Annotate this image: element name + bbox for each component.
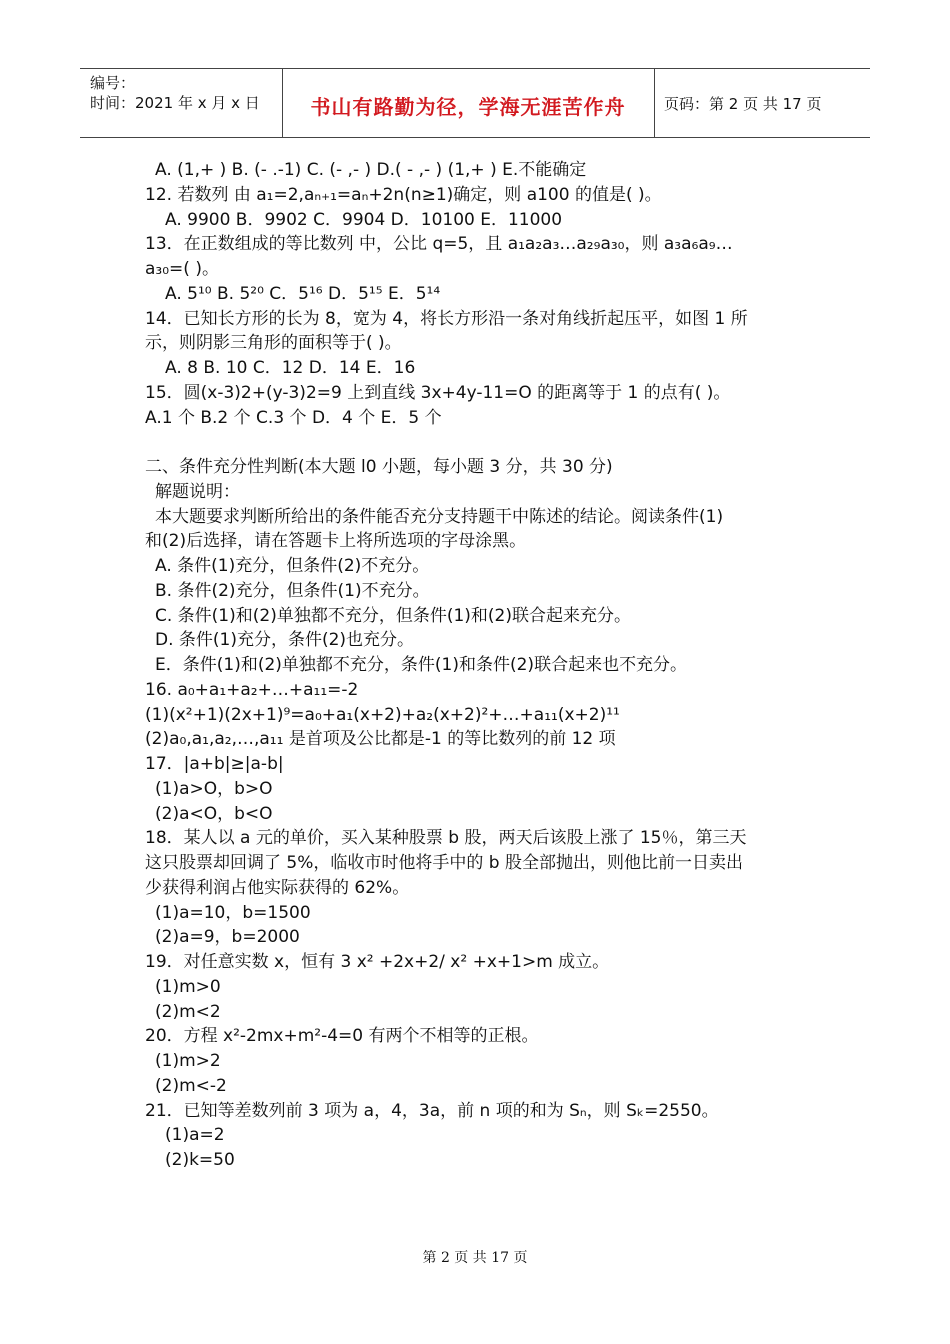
q20-condition-1: (1)m>2 [155, 1051, 221, 1071]
q19-condition-2: (2)m<2 [155, 1001, 221, 1022]
q14-stem-cont: 示，则阴影三角形的面积等于( )。 [145, 333, 402, 354]
choice-a: A. 条件(1)充分，但条件(2)不充分。 [155, 556, 430, 576]
q18-stem-cont: 这只股票却回调了 5%，临收市时他将手中的 b 股全部抛出，则他比前一日卖出 [145, 853, 743, 873]
time-label: 时间：2021 年 x 月 x 日 [90, 94, 260, 112]
instructions-label: 解题说明： [155, 481, 240, 502]
q11-options: A. (1,+ ) B. (- .-1) C. (- ,- ) D.( - ,- ) (1,+ ) E.不能确定 [155, 160, 587, 180]
q13-stem: 13．在正数组成的等比数列 中，公比 q=5，且 a₁a₂a₃…a₂₉a₃₀，则 a₃a₆a₉… [145, 234, 733, 255]
q21-condition-2: (2)k=50 [165, 1150, 235, 1170]
header-meta [90, 73, 260, 113]
section-heading: 二、条件充分性判断(本大题 l0 小题，每小题 3 分，共 30 分) [145, 457, 613, 477]
q19-condition-1: (1)m>0 [155, 976, 221, 997]
q15-stem: 15．圆(x-3)2+(y-3)2=9 上到直线 3x+4y-11=O 的距离等于 1 的点有( )。 [145, 382, 731, 403]
q18-stem: 18．某人以 a 元的单价，买入某种股票 b 股，两天后该股上涨了 15％，第三天 [145, 828, 747, 849]
page-header [80, 68, 870, 138]
q16-condition-1: (1)(x²+1)(2x+1)⁹=a₀+a₁(x+2)+a₂(x+2)²+…+a₁₁(x+2)¹¹ [145, 704, 620, 725]
q20-condition-2: (2)m<-2 [155, 1075, 227, 1096]
spacer [145, 430, 825, 455]
q14-stem: 14．已知长方形的长为 8，宽为 4，将长方形沿一条对角线折起压平，如图 1 所 [145, 308, 748, 329]
q17-condition-2: (2)a<O，b<O [155, 803, 273, 824]
q13-options: A. 5¹⁰ B. 5²⁰ C．5¹⁶ D．5¹⁵ E．5¹⁴ [165, 283, 441, 304]
q21-condition-1: (1)a=2 [165, 1125, 225, 1146]
q13-stem-cont: a₃₀=( )。 [145, 259, 219, 279]
number-label: 编号： [90, 74, 136, 92]
q19-stem: 19．对任意实数 x，恒有 3 x² +2x+2/ x² +x+1>m 成立。 [145, 952, 610, 972]
choice-c: C. 条件(1)和(2)单独都不充分，但条件(1)和(2)联合起来充分。 [155, 605, 631, 626]
q16-condition-2: (2)a₀,a₁,a₂,…,a₁₁ 是首项及公比都是-1 的等比数列的前 12 项 [145, 729, 616, 750]
q21-stem: 21．已知等差数列前 3 项为 a，4，3a，前 n 项的和为 Sₙ，则 Sₖ=2550。 [145, 1100, 719, 1121]
q18-condition-2: (2)a=9，b=2000 [155, 927, 300, 948]
choice-b: B. 条件(2)充分，但条件(1)不充分。 [155, 580, 430, 601]
q17-condition-1: (1)a>O，b>O [155, 778, 273, 799]
q14-options: A. 8 B. 10 C．12 D．14 E．16 [165, 358, 416, 378]
q16-stem: 16. a₀+a₁+a₂+…+a₁₁=-2 [145, 679, 359, 700]
choice-d: D. 条件(1)充分，条件(2)也充分。 [155, 630, 415, 651]
document-body [145, 158, 825, 1173]
instructions-text: 本大题要求判断所给出的条件能否充分支持题干中陈述的结论。阅读条件(1) [155, 506, 724, 527]
header-divider [654, 69, 655, 137]
header-page-info: 页码：第 2 页 共 17 页 [664, 95, 822, 113]
header-motto: 书山有路勤为径，学海无涯苦作舟 [310, 95, 626, 119]
q12-stem: 12. 若数列 由 a₁=2,aₙ₊₁=aₙ+2n(n≥1)确定，则 a100 的值是( )。 [145, 184, 662, 205]
q12-options: A. 9900 B．9902 C．9904 D．10100 E．11000 [165, 209, 563, 230]
q20-stem: 20．方程 x²-2mx+m²-4=0 有两个不相等的正根。 [145, 1026, 539, 1047]
q17-stem: 17．|a+b|≥|a-b| [145, 754, 284, 774]
q15-options: A.1 个 B.2 个 C.3 个 D．4 个 E．5 个 [145, 407, 442, 428]
instructions-text-cont: 和(2)后选择，请在答题卡上将所选项的字母涂黑。 [145, 531, 527, 552]
page-footer: 第 2 页 共 17 页 [422, 1250, 528, 1266]
choice-e: E．条件(1)和(2)单独都不充分，条件(1)和条件(2)联合起来也不充分。 [155, 655, 688, 675]
q18-condition-1: (1)a=10，b=1500 [155, 902, 311, 923]
q18-stem-cont: 少获得利润占他实际获得的 62%。 [145, 877, 410, 898]
